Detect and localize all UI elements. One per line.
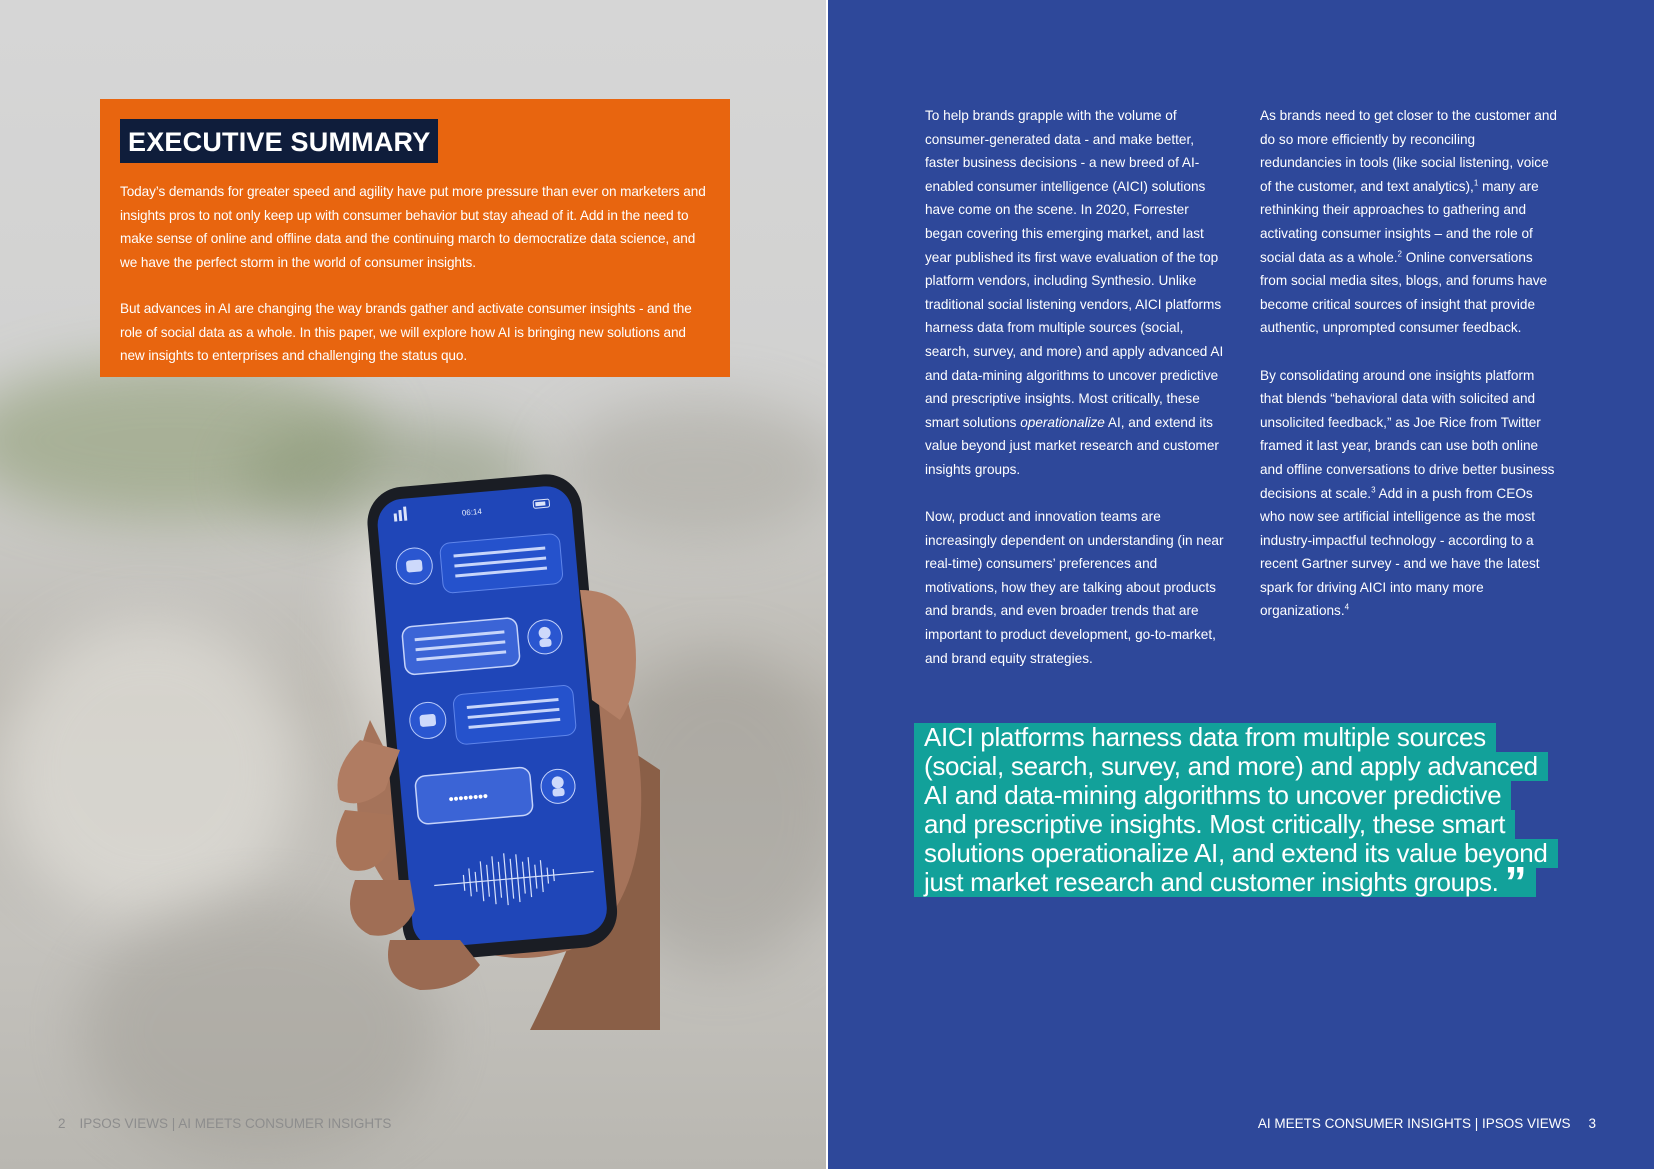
- hand-holding-phone-image: [330, 470, 660, 1030]
- background-blur: [0, 620, 300, 920]
- right-page: [828, 0, 1654, 1169]
- summary-paragraph-1: Today’s demands for greater speed and agility have put more pressure than ever on marketers and insights pros to not only keep up with consumer behavior but stay ahead of it. Add in the need to make sense of online and offline data and the continuing march to democratize data science, and we have the perfect storm in the world of consumer insights.: [120, 184, 706, 270]
- column-1-paragraph-1: [925, 104, 1225, 482]
- pull-quote: [914, 722, 1554, 907]
- column-1-paragraph-2: Now, product and innovation teams are increasingly dependent on understanding (in near real-time) consumers’ preferences and motivations, how they are talking about products and brands, and even broader trends that are important to product development, go-to-market, and brand equity strategies.: [925, 509, 1224, 666]
- paragraph-text: To help brands grapple with the volume of consumer-generated data - and make better, faster business decisions - a new breed of AI-enabled consumer intelligence (AICI) solutions have come on the scene. In 2020, Forrester began covering this emerging market, and last year published its first wave evaluation of the top platform vendors, including Synthesio. Unlike traditional social listening vendors, AICI platforms harness data from multiple sources (social, search, survey, and more) and apply advanced AI and data-mining algorithms to uncover predictive and prescriptive insights. Most critically, these smart solutions: [925, 108, 1224, 430]
- pull-quote-text: just market research and customer insights groups.: [924, 867, 1499, 897]
- paragraph-text: many are rethinking their approaches to gathering and activating consumer insights – and the role of social data as a whole.: [1260, 178, 1539, 265]
- paragraph-text: As brands need to get closer to the customer and do so more efficiently by reconciling redundancies in tools (like social listening, voice of the customer, and text analytics),: [1260, 108, 1557, 194]
- phone-password-mask: ••••••••: [448, 787, 489, 807]
- text-column-1: [925, 104, 1225, 670]
- pull-quote-last-line: [914, 858, 1536, 907]
- paragraph-text: Online conversations from social media sites, blogs, and forums have become critical sources of insight that provide authentic, unprompted consumer feedback.: [1260, 249, 1548, 336]
- paragraph-text: Add in a push from CEOs who now see artificial intelligence as the most industry-impactful technology - according to a recent Gartner survey - and we have the latest spark for driving AICI into many more organizations.: [1260, 485, 1540, 619]
- paragraph-text: AI, and extend its value beyond just market research and customer insights groups.: [925, 414, 1219, 477]
- footnote-ref: 4: [1344, 602, 1350, 612]
- column-2-paragraph-1: [1260, 104, 1560, 340]
- pull-quote-line: (social, search, survey, and more) and apply advanced: [914, 752, 1548, 781]
- paragraph-text: By consolidating around one insights platform that blends “behavioral data with solicited and unsolicited feedback,” as Joe Rice from Twitter framed it last year, brands can use both online and offline conversations to drive better business decisions at scale.: [1260, 367, 1555, 501]
- text-column-2: [1260, 104, 1560, 623]
- phone-time: 06:14: [461, 506, 483, 518]
- footer-text: AI MEETS CONSUMER INSIGHTS | IPSOS VIEWS: [1257, 1116, 1571, 1131]
- footnote-ref: 2: [1397, 249, 1402, 259]
- pull-quote-line: AICI platforms harness data from multiple sources: [914, 723, 1496, 752]
- left-page: [0, 0, 826, 1169]
- column-2-paragraph-2: [1260, 364, 1560, 624]
- footnote-ref: 1: [1473, 178, 1479, 188]
- executive-summary-box: [100, 99, 730, 377]
- pull-quote-line: AI and data-mining algorithms to uncover predictive: [914, 781, 1511, 810]
- left-footer: [58, 1116, 391, 1131]
- page-number: 2: [58, 1116, 66, 1131]
- right-footer: [1258, 1116, 1596, 1131]
- pull-quote-line: solutions operationalize AI, and extend its value beyond: [914, 839, 1558, 868]
- executive-summary-title: EXECUTIVE SUMMARY: [120, 119, 438, 163]
- footnote-ref: 3: [1371, 484, 1376, 494]
- pull-quote-line: and prescriptive insights. Most critically, these smart: [914, 810, 1515, 839]
- page-number: 3: [1588, 1116, 1596, 1131]
- closing-quote-mark-icon: ”: [1504, 858, 1527, 907]
- summary-paragraph-2: But advances in AI are changing the way brands gather and activate consumer insights - and the role of social data as a whole. In this paper, we will explore how AI is bringing new solutions and new insights to enterprises and challenging the status quo.: [120, 301, 692, 363]
- italic-emphasis: operationalize: [1020, 414, 1105, 430]
- footer-text: IPSOS VIEWS | AI MEETS CONSUMER INSIGHTS: [79, 1116, 392, 1131]
